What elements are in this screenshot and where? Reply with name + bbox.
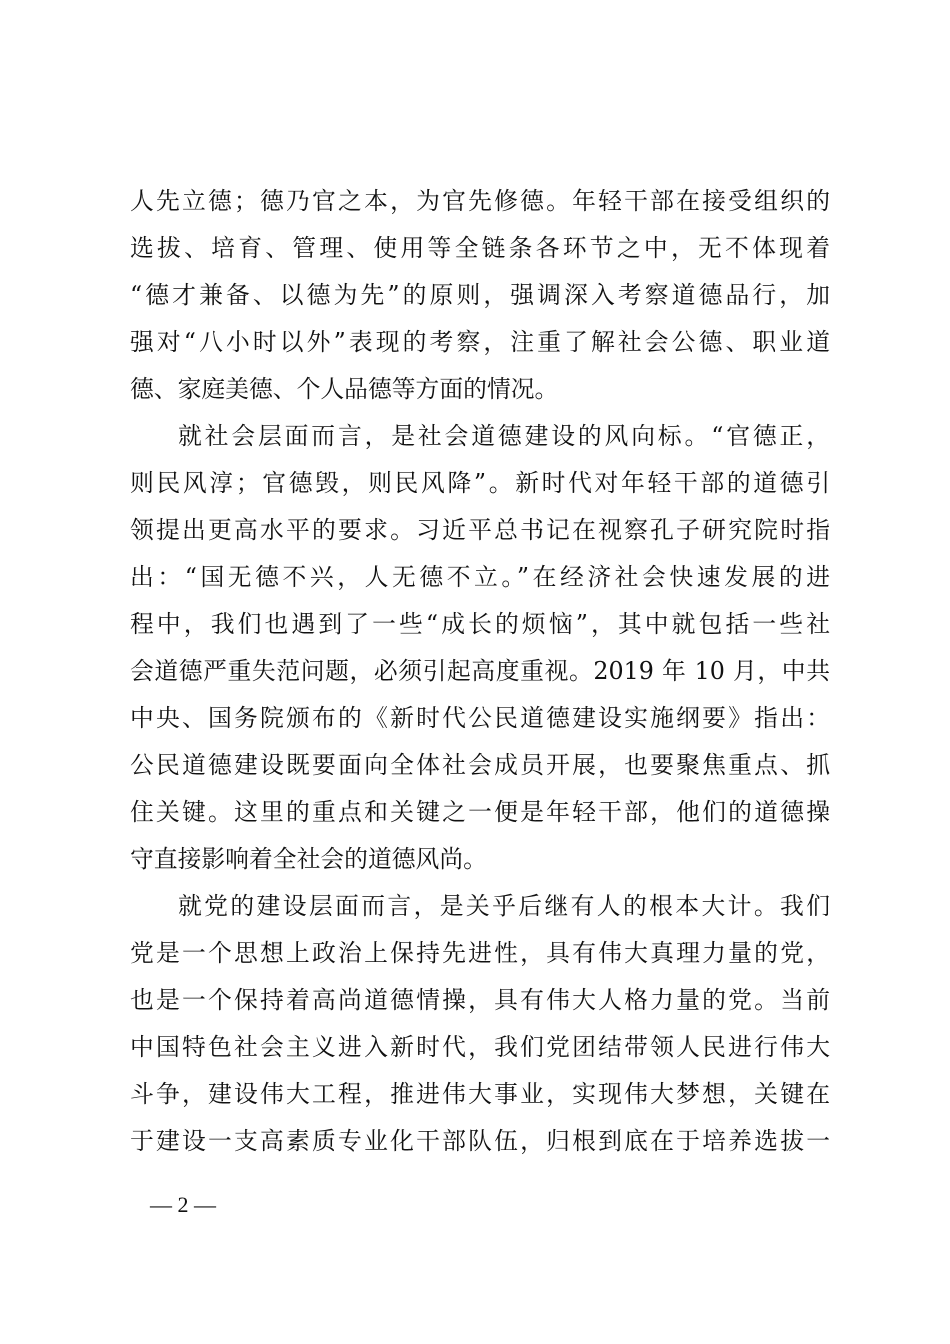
text-line: 斗争，建设伟大工程，推进伟大事业，实现伟大梦想，关键在 — [130, 1080, 830, 1108]
text-line: 也是一个保持着高尚道德情操，具有伟大人格力量的党。当前 — [130, 986, 830, 1014]
text-line: 守直接影响着全社会的道德风尚。 — [130, 845, 487, 873]
text-line: 德、家庭美德、个人品德等方面的情况。 — [130, 375, 559, 403]
text-line: 党是一个思想上政治上保持先进性，具有伟大真理力量的党， — [130, 939, 830, 967]
text-line: 会道德严重失范问题，必须引起高度重视。2019 年 10 月，中共 — [130, 657, 830, 685]
text-line: 就党的建设层面而言，是关乎后继有人的根本大计。我们 — [178, 892, 830, 920]
text-line: 中央、国务院颁布的《新时代公民道德建设实施纲要》指出： — [130, 704, 830, 732]
paragraph — [130, 413, 830, 883]
document-body — [130, 178, 830, 1165]
text-line: 于建设一支高素质专业化干部队伍，归根到底在于培养选拔一 — [130, 1127, 830, 1155]
text-line: 程中，我们也遇到了一些“成长的烦恼”，其中就包括一些社 — [130, 610, 830, 638]
text-line: 就社会层面而言，是社会道德建设的风向标。“官德正， — [178, 422, 830, 450]
text-line: 住关键。这里的重点和关键之一便是年轻干部，他们的道德操 — [130, 798, 830, 826]
text-line: “德才兼备、以德为先”的原则，强调深入考察道德品行，加 — [130, 281, 830, 309]
text-line: 人先立德；德乃官之本，为官先修德。年轻干部在接受组织的 — [130, 187, 830, 215]
paragraph — [130, 883, 830, 1165]
text-line: 出：“国无德不兴，人无德不立。”在经济社会快速发展的进 — [130, 563, 830, 591]
text-line: 中国特色社会主义进入新时代，我们党团结带领人民进行伟大 — [130, 1033, 830, 1061]
text-line: 则民风淳；官德毁，则民风降”。新时代对年轻干部的道德引 — [130, 469, 830, 497]
text-line: 选拔、培育、管理、使用等全链条各环节之中，无不体现着 — [130, 234, 830, 262]
text-line: 强对“八小时以外”表现的考察，注重了解社会公德、职业道 — [130, 328, 830, 356]
page-number: — 2 — — [150, 1192, 216, 1217]
paragraph — [130, 178, 830, 413]
text-line: 公民道德建设既要面向全体社会成员开展，也要聚焦重点、抓 — [130, 751, 830, 779]
text-line: 领提出更高水平的要求。习近平总书记在视察孔子研究院时指 — [130, 516, 830, 544]
